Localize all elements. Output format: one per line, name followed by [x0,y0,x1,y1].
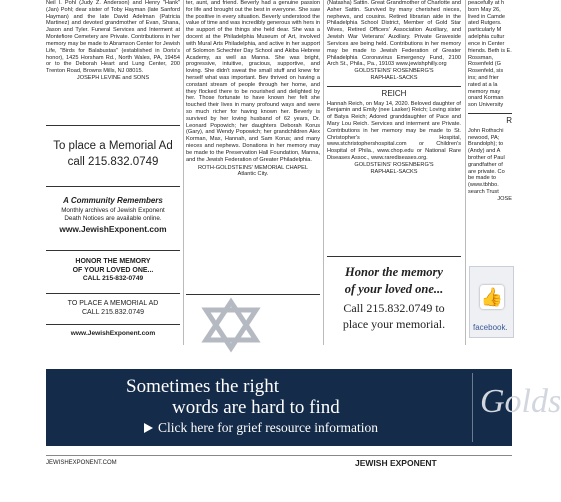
funeral-home-name: RAPHAEL-SACKS [370,74,418,81]
ad-title: A Community Remembers [63,196,163,205]
ad-phone: CALL 215.832.0749 [81,309,144,317]
banner-line-2: words are hard to find [172,397,340,418]
footer-site: JEWISHEXPONENT.COM [46,460,117,466]
banner-logo: Golds [480,383,561,420]
obituary-heading: R [506,116,512,125]
honor-cta: place your memorial. [342,316,446,331]
honor-title-1: Honor the memory [345,265,443,279]
column-separator [465,0,466,345]
ad-text-1: Monthly archives of Jewish Exponent [61,207,165,214]
facebook-link[interactable]: facebook. [473,323,508,332]
ad-line-2: call 215.832.0749 [67,155,159,168]
divider [46,324,180,325]
obituary-text: Neil I. Pohl (Judy Z. Anderson) and Henry "Hank" (Jan) Pohl; dear sister of Toby Hayman (late Sanford Hayman) and the late David Adelman (Patricia Martinez) and devoted grandmother of Evan, Shana, Jason and Tyler. Funeral Services and Interment at Montefiore Cemetery are Private. Contributions in her memory may be made to Abramson Center for Jewish Life, "Birds for Balabustas" (established in Doris's honor), 1425 Horsham Rd., North Wales, PA, 19454 or to the Deborah Heart and Lung Center, 200 Trenton Road, Browns Mills, NJ 08015. [46,0,180,75]
divider [46,125,180,126]
ad-line-1: TO PLACE A MEMORIAL AD [67,300,159,307]
divider [327,86,461,87]
column-separator [323,0,324,345]
facebook-ad[interactable] [469,266,514,338]
funeral-home: JOSEPH LEVINE and SONS [76,74,150,81]
column-separator [183,0,184,345]
footer-publication: JEWISH EXPONENT [355,458,437,468]
funeral-home-name: JOSE [497,195,512,202]
thumbs-up-icon: 👍 [480,287,504,307]
ad-phone: CALL 215-832-0749 [82,275,144,283]
obituary-heading: REICH [381,88,407,98]
footer-rule [46,455,512,456]
honor-title-2: of your loved one... [344,281,444,296]
honor-memory-ad[interactable] [46,257,180,284]
ad-url-link[interactable]: www.JewishExponent.com [59,224,167,235]
ad-text-2: Death Notices are available online. [64,215,162,223]
divider [186,294,320,295]
divider [46,186,180,187]
ad-line-1: HONOR THE MEMORY [75,258,151,265]
funeral-home-location: Atlantic City. [237,171,269,178]
funeral-home-name: RAPHAEL-SACKS [370,168,418,175]
banner-line-1: Sometimes the right [126,376,280,397]
column-4 [468,0,512,250]
community-remembers-ad[interactable] [46,196,180,235]
ad-line-2: OF YOUR LOVED ONE... [72,267,154,275]
grief-resource-banner[interactable] [46,369,561,446]
banner-cta-link[interactable]: Click here for grief resource information [158,420,379,435]
divider [46,293,180,294]
obituary-text: Hannah Reich, on May 14, 2020. Beloved daughter of Benjamin and Emily (nee Lasker) Reich; Loving sister of Batya Reich; Adored granddaughter of Pace and Mary Lou Reich. Services and interment are Private. Contributions in her memory may be made to St. Christopher's Hospital, www.stchristophershospital.com or Children's Hospital of Phila., www.chop.edu or National Rare Diseases Assoc., www.rarediseases.org. [327,100,461,161]
star-of-david-logo [196,300,266,340]
place-memorial-ad[interactable] [46,299,180,317]
divider [46,250,180,251]
banner-separator [472,373,473,442]
funeral-home-name: GOLDSTEINS' ROSENBERG'S [354,161,434,168]
column-2 [186,0,320,300]
funeral-home-name: ROTH-GOLDSTEINS' MEMORIAL CHAPEL [198,164,308,171]
site-url-link[interactable]: www.JewishExponent.com [70,330,156,337]
arrow-right-icon [144,423,153,433]
obituary-text: John Rothschi newood, PA; Brandolph); to (Andy) and A brother of Paul grandfather of are private. Co be made to (www.tbhbo. search Trust [468,127,505,196]
column-3 [327,0,461,250]
funeral-home-name: GOLDSTEINS' ROSENBERG'S [354,68,434,75]
divider [327,256,461,257]
obituary-text: ter, aunt, and friend. Beverly had a genuine passion for life and brought out the best in everyone. She saw the positive in every situation. Beverly understood the value of time and was incredibly generous with hers in the support of the things she held dear. She was a docent at the Philadelphia Museum of Art, involved with Mural Arts Philadelphia, and active in her support of Solomon Schechter Day School and Akiba Hebrew Academy, as well as Manna. She was bright, progressive, intuitive, gracious, supportive, and loving. She didn't sweat the small stuff and knew for herself what was important. Bev thrived on having a constant stream of people through her home, and they flocked there to be nourished and delighted by her. Those fortunate to have known her felt she touched their lives in many profound ways and were so much richer for having known her. Beverly is survived by her loving husband of 62 years, Dr. Leonard Popowich; her daughters Deborah Korus (Gary), and Wendy Popowich; her grandchildren Alex Korman, Max, Hannah, and Sam Korus; and many nieces and nephews. Donations in her memory may be made to the Preservation Hall Foundation, Manna, and the Jewish Federation of Greater Philadelphia. [186,0,321,163]
honor-memory-ad[interactable] [327,264,461,333]
ad-line-1: To place a Memorial Ad [53,140,173,152]
honor-phone: Call 215.832.0749 to [343,301,445,315]
divider [468,113,512,114]
obituary-text: (Natasha) Sattin. Great Grandmother of Charlotte and Asher Sattin. Survived by many cherished nieces, nephews, and cousins. Retired librarian aide in the Philadelphia School District, Member of Gold Star Wives, Retired Officers' Association Auxiliary, and Jewish War Veterans' Auxiliary. Private Graveside Services are being held. Contributions in her memory may be made to Jewish Federation of Greater Philadelphia Coronavirus Emergency Fund, 2100 Arch St., Phila., Pa., 19103 www.jewishphilly.org [327,0,461,68]
memorial-ad-box[interactable] [46,139,180,170]
obituary-text: peacefully at h born May 26, lived in Camde ated Rutgers. particularly M adelphia cultur ence in Center friends. Beth is E. Rossman, Rosenfeld (G Rosenfeld, sis ins; and frier rated at a la memory may onard Korman son University [468,0,512,109]
